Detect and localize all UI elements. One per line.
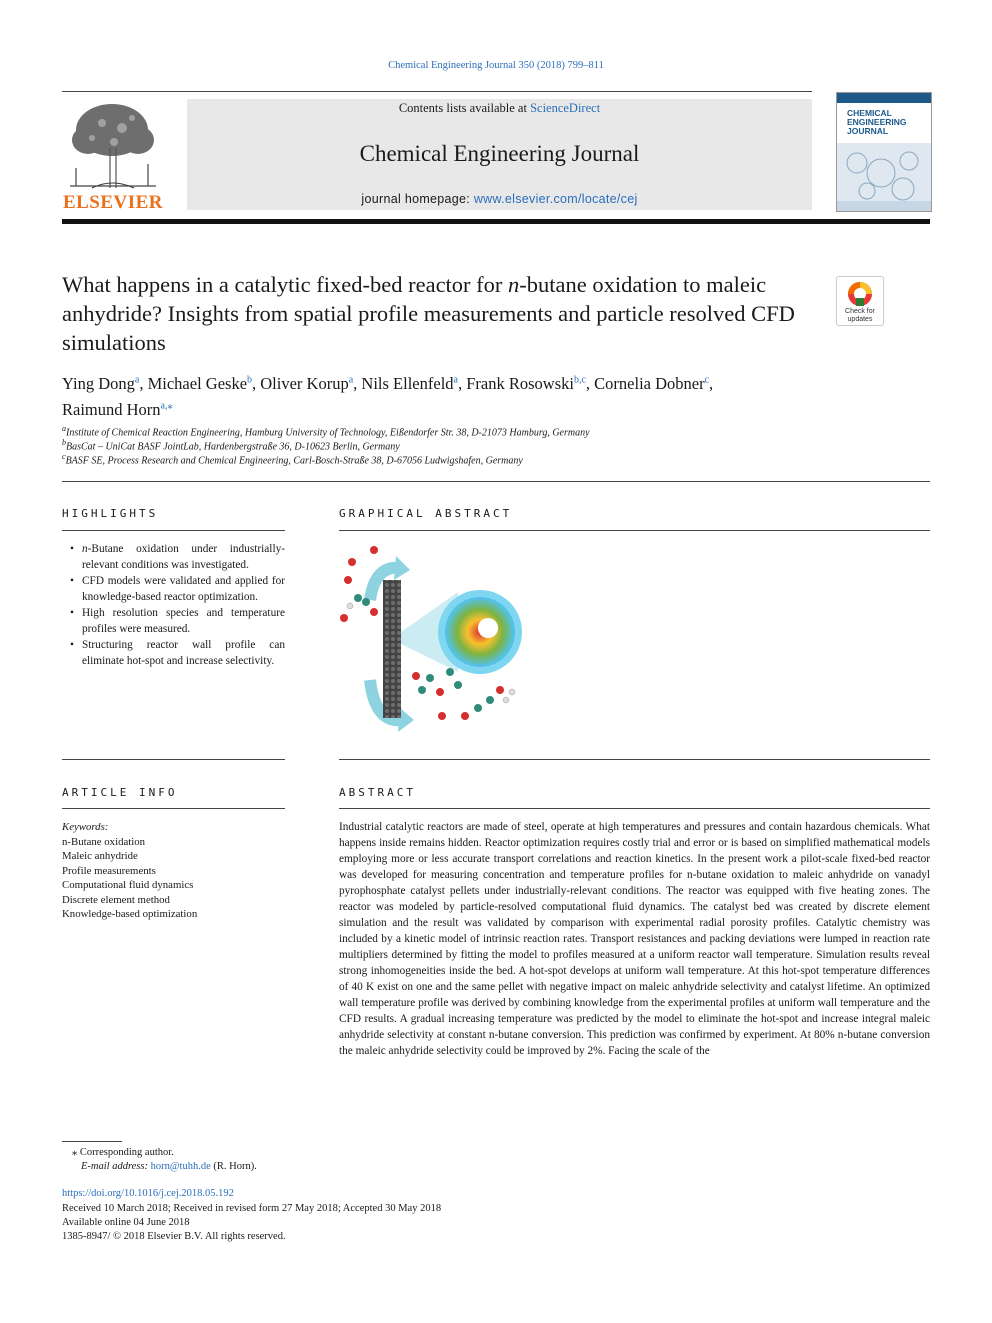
abstract-rule xyxy=(339,808,930,809)
article-info-top-rule xyxy=(62,759,285,760)
keyword-item: Computational fluid dynamics xyxy=(62,879,194,891)
article-info-heading: ARTICLE INFO xyxy=(62,786,178,799)
author[interactable]: Cornelia Dobner$^c$, xyxy=(594,373,714,393)
keyword-item: Profile measurements xyxy=(62,864,156,877)
author-list xyxy=(62,368,862,421)
affiliation-b: $^b$BasCat – UniCat BASF JointLab, Hardenbergstraße 36, D-10623 Berlin, Germany xyxy=(62,438,400,453)
graphical-abstract-rule xyxy=(339,530,930,531)
homepage-prefix: journal homepage: xyxy=(361,192,474,206)
affiliation-a: $^a$Institute of Chemical Reaction Engineering, Hamburg University of Technology, Eißendorfer Str. 38, D-21073 Hamburg, Germany xyxy=(62,424,590,439)
title-part2: -butane oxidation to maleic anhydride? Insights from spatial profile measurements and particle resolved CFD simulations xyxy=(62,272,795,355)
keyword-item: Maleic anhydride xyxy=(62,850,138,862)
journal-citation[interactable]: Chemical Engineering Journal 350 (2018) 799–811 xyxy=(388,60,604,71)
keywords-label: Keywords: xyxy=(62,821,109,833)
section-rule xyxy=(62,481,930,482)
email-suffix: (R. Horn). xyxy=(210,1161,257,1172)
abstract-text: Industrial catalytic reactors are made of steel, operate at high temperatures and pressures and contain hazardous chemicals. What happens inside remains hidden. Reactor optimization requires costly trial and error or is based on simplified mathematical models employing more or less accurate transport correlations and reaction kinetics. In the present work a pilot-scale fixed-bed reactor was developed for measuring concentration and temperature profiles for n-butane oxidation to maleic anhydride on vanadyl pyrophosphate catalyst pellets under industrially-relevant conditions. The reactor was equipped with five heating zones. The reactor was modeled by particle-resolved computational fluid dynamics. The catalyst bed was created by discrete element simulation and the result was validated by comparison with experimental radial porosity profiles. Catalytic chemistry was included by a kinetic model of intrinsic reaction rates. Transport resistances and packing deviations were lumped in reaction rate multipliers determined by fitting the model to profiles measured at a uniform reactor wall temperature. Simulation results reveal strong inhomogeneities inside the bed. A hot-spot develops at uniform wall temperature. At this hot-spot temperature differences of 40 K exist on one and the same pellet with negative impact on maleic anhydride selectivity and catalyst lifetime. An optimized wall temperature profile was derived by combining knowledge from the experimental profiles at uniform wall temperature and the CFD results. A gradual increasing temperature was predicted by the model to eliminate the hot-spot and increase integral maleic anhydride selectivity at constant n-butane conversion. This prediction was confirmed by experiment. At 80% n-butane conversion the maleic anhydride selectivity could be improved by 2%. Facing the scale of the xyxy=(339,821,930,1057)
cover-title: CHEMICAL ENGINEERING JOURNAL xyxy=(847,108,907,136)
graphical-abstract-image[interactable] xyxy=(330,540,530,740)
email-link[interactable]: horn@tuhh.de xyxy=(150,1161,211,1172)
highlights-rule xyxy=(62,530,285,531)
crossmark-label: Check for updates xyxy=(845,308,875,323)
cover-band xyxy=(837,93,931,103)
article-title xyxy=(62,270,822,357)
homepage-line xyxy=(187,192,812,206)
check-for-updates-badge[interactable] xyxy=(836,276,884,326)
highlight-item: • n-Butane oxidation under industrially-relevant conditions was investigated. xyxy=(70,543,285,571)
header-thick-rule xyxy=(62,219,930,224)
sciencedirect-link[interactable]: ScienceDirect xyxy=(530,101,601,115)
header-top-rule xyxy=(62,91,812,92)
homepage-link[interactable]: www.elsevier.com/locate/cej xyxy=(473,192,638,206)
copyright: 1385-8947/ © 2018 Elsevier B.V. All rights reserved. xyxy=(62,1231,286,1242)
affiliation-c: $^c$BASF SE, Process Research and Chemical Engineering, Carl-Bosch-Straße 38, D-67056 Ludwigshafen, Germany xyxy=(62,452,523,467)
elsevier-wordmark: ELSEVIER xyxy=(62,192,164,213)
abstract-top-rule xyxy=(339,759,930,760)
keyword-item: Knowledge-based optimization xyxy=(62,908,198,920)
highlight-item: • Structuring reactor wall profile can eliminate hot-spot and increase selectivity. xyxy=(70,639,285,667)
author[interactable]: Michael Geske$^b$, xyxy=(147,373,261,393)
highlight-item: • CFD models were validated and applied for knowledge-based reactor optimization. xyxy=(70,575,285,603)
highlights-list xyxy=(70,541,285,669)
received-dates: Received 10 March 2018; Received in revised form 27 May 2018; Accepted 30 May 2018 xyxy=(62,1203,442,1214)
email-line xyxy=(81,1161,257,1172)
footnote-rule xyxy=(62,1141,122,1142)
cover-image xyxy=(837,143,931,211)
title-part1: What happens in a catalytic fixed-bed reactor for xyxy=(62,272,509,297)
author[interactable]: Ying Dong$^a$, xyxy=(62,373,148,393)
author[interactable]: Nils Ellenfeld$^a$, xyxy=(361,373,467,393)
email-label: E-mail address: xyxy=(81,1161,151,1172)
doi-link[interactable]: https://doi.org/10.1016/j.cej.2018.05.192 xyxy=(62,1188,234,1199)
highlight-item: • High resolution species and temperature profiles were measured. xyxy=(70,607,285,635)
available-online: Available online 04 June 2018 xyxy=(62,1217,190,1228)
keyword-item: n-Butane oxidation xyxy=(62,835,146,848)
author[interactable]: Frank Rosowski$^{b,c}$, xyxy=(466,373,595,393)
author[interactable]: Oliver Korup$^a$, xyxy=(260,373,362,393)
journal-name: Chemical Engineering Journal xyxy=(359,141,640,166)
keyword-item: Discrete element method xyxy=(62,893,170,906)
graphical-abstract-heading: GRAPHICAL ABSTRACT xyxy=(339,507,513,520)
journal-cover[interactable] xyxy=(836,92,932,212)
corresponding-author-note: ⁎ Corresponding author. xyxy=(72,1147,174,1158)
contents-line xyxy=(187,101,812,116)
author[interactable]: Raimund Horn$^{a,⁎}$ xyxy=(62,400,173,419)
highlights-heading: HIGHLIGHTS xyxy=(62,507,159,520)
title-italic: n xyxy=(508,272,520,297)
keywords-block xyxy=(62,820,197,922)
contents-prefix: Contents lists available at xyxy=(398,101,531,115)
article-info-rule xyxy=(62,808,285,809)
abstract-heading: ABSTRACT xyxy=(339,786,416,799)
